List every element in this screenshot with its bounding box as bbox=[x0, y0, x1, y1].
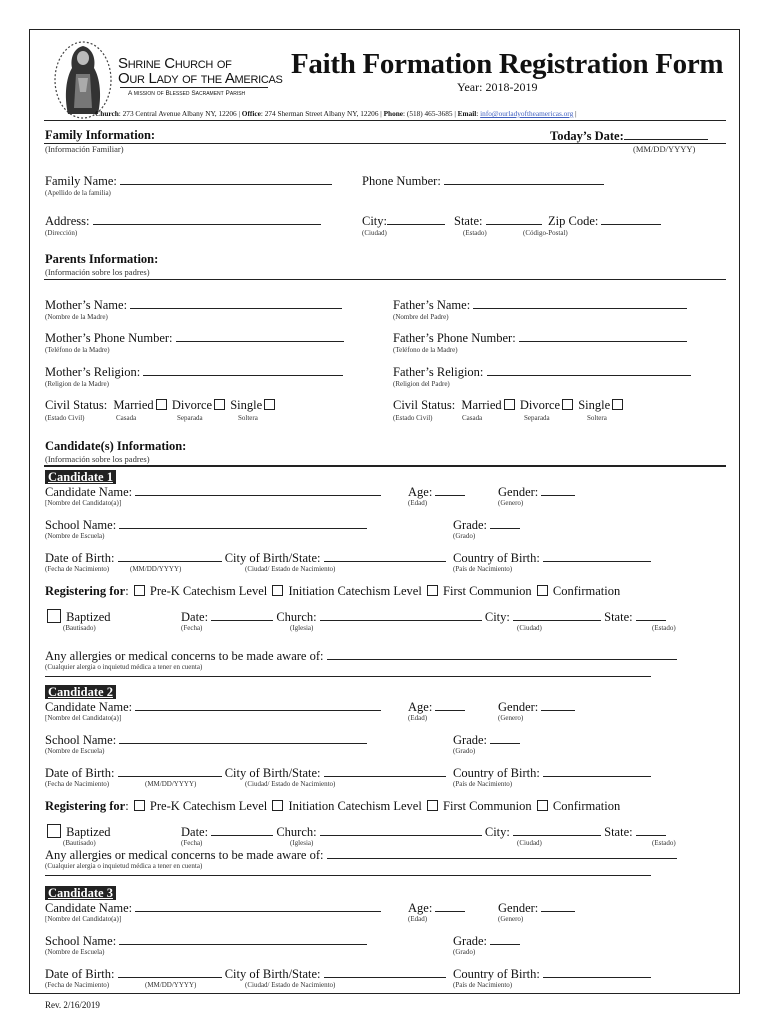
father-phone-field[interactable] bbox=[519, 330, 687, 342]
father-casada: Casada bbox=[462, 414, 483, 422]
family-name-row bbox=[45, 173, 332, 189]
mother-phone-label: Mother’s Phone Number: bbox=[45, 331, 173, 345]
mother-name-label: Mother’s Name: bbox=[45, 298, 128, 312]
zip-label: Zip Code: bbox=[548, 214, 599, 228]
candidate-3-dob-label: Date of Birth: bbox=[45, 967, 115, 981]
candidate-2-city-label: City: bbox=[484, 825, 510, 839]
candidate-2-dob-format: (MM/DD/YYYY) bbox=[145, 780, 197, 788]
candidate-1-gender-field[interactable] bbox=[541, 484, 575, 496]
state-field[interactable] bbox=[486, 213, 542, 225]
mother-civil-sub: (Estado Civil) bbox=[45, 414, 85, 422]
candidate-2-prek-label: Pre-K Catechism Level bbox=[149, 799, 268, 813]
candidate-3-school-field[interactable] bbox=[119, 933, 367, 945]
father-name-row bbox=[393, 297, 687, 313]
candidate-3-grade-sub: (Grado) bbox=[453, 948, 476, 956]
address-label: Address: bbox=[45, 214, 90, 228]
candidate-2-country-label: Country of Birth: bbox=[453, 766, 540, 780]
zip-row bbox=[548, 213, 661, 229]
candidate-2-gender-label: Gender: bbox=[498, 700, 539, 714]
candidate-3-grade-row bbox=[453, 933, 520, 949]
our-lady-image-icon bbox=[52, 38, 114, 120]
church-name-line2: Our Lady of the Americas bbox=[118, 70, 283, 87]
candidate-2-registering-colon: : bbox=[125, 799, 129, 813]
candidate-3-age-label: Age: bbox=[408, 901, 433, 915]
family-heading-sub: (Información Familiar) bbox=[45, 144, 124, 154]
candidate-1-dob-field[interactable] bbox=[118, 550, 222, 562]
church-subtitle: A mission of Blessed Sacrament Parish bbox=[128, 90, 246, 97]
candidate-2-confirmation-label: Confirmation bbox=[552, 799, 621, 813]
mother-separada: Separada bbox=[177, 414, 203, 422]
candidate-3-gender-label: Gender: bbox=[498, 901, 539, 915]
candidate-1-registering-label: Registering for bbox=[45, 584, 126, 598]
candidate-3-name-row bbox=[45, 900, 381, 916]
candidate-1-date-row bbox=[181, 609, 666, 625]
candidate-3-country-row bbox=[453, 966, 651, 982]
church-name bbox=[118, 56, 283, 86]
candidate-3-name-sub: [Nombre del Candidato(a)] bbox=[45, 915, 122, 923]
candidate-3-gender-field[interactable] bbox=[541, 900, 575, 912]
father-divorce-checkbox[interactable] bbox=[562, 399, 573, 410]
candidate-1-school-row bbox=[45, 517, 367, 533]
father-name-label: Father’s Name: bbox=[393, 298, 471, 312]
candidate-1-allergies-label: Any allergies or medical concerns to be made aware of: bbox=[45, 649, 324, 663]
father-name-field[interactable] bbox=[473, 297, 687, 309]
candidate-1-allergies-field[interactable] bbox=[327, 648, 677, 660]
contact-office-label: Office bbox=[241, 109, 261, 118]
candidate-1-age-label: Age: bbox=[408, 485, 433, 499]
candidate-2-baptized-label: Baptized bbox=[66, 825, 111, 839]
candidate-2-name-field[interactable] bbox=[135, 699, 381, 711]
parents-heading-sub: (Información sobre los padres) bbox=[45, 267, 150, 277]
candidate-2-confirmation-checkbox[interactable] bbox=[537, 800, 548, 811]
candidate-2-allergies-label: Any allergies or medical concerns to be made aware of: bbox=[45, 848, 324, 862]
candidate-2-baptized-row bbox=[45, 824, 111, 840]
mother-name-row bbox=[45, 297, 342, 313]
city-row bbox=[362, 213, 445, 229]
mother-name-field[interactable] bbox=[130, 297, 342, 309]
candidate-2-dob-field[interactable] bbox=[118, 765, 222, 777]
candidate-2-gender-sub: (Genero) bbox=[498, 714, 524, 722]
father-soltera: Soltera bbox=[587, 414, 607, 422]
father-single-checkbox[interactable] bbox=[612, 399, 623, 410]
candidate-3-dob-row bbox=[45, 966, 446, 982]
mother-religion-label: Mother’s Religion: bbox=[45, 365, 141, 379]
candidate-2-city-state-field[interactable] bbox=[324, 765, 446, 777]
phone-field[interactable] bbox=[444, 173, 604, 185]
candidate-2-dob-sub: (Fecha de Nacimiento) bbox=[45, 780, 110, 788]
father-religion-label: Father’s Religion: bbox=[393, 365, 484, 379]
candidate-1-church-sub: (Iglesia) bbox=[290, 624, 314, 632]
candidate-2-school-row bbox=[45, 732, 367, 748]
candidate-3-dob-field[interactable] bbox=[118, 966, 222, 978]
contact-church: : 273 Central Avenue Albany NY, 12206 | bbox=[118, 109, 240, 118]
mother-divorce-checkbox[interactable] bbox=[214, 399, 225, 410]
candidates-heading: Candidate(s) Information: bbox=[45, 439, 187, 453]
contact-phone-label: Phone bbox=[383, 109, 404, 118]
candidate-1-date-sub: (Fecha) bbox=[181, 624, 203, 632]
candidate-2-date-sub: (Fecha) bbox=[181, 839, 203, 847]
candidate-2-dob-label: Date of Birth: bbox=[45, 766, 115, 780]
candidate-2-age-row bbox=[408, 699, 465, 715]
candidate-2-registering-row bbox=[45, 799, 620, 814]
candidate-1-dob-sub: (Fecha de Nacimiento) bbox=[45, 565, 110, 573]
candidate-2-name-label: Candidate Name: bbox=[45, 700, 133, 714]
candidate-2-school-label: School Name: bbox=[45, 733, 117, 747]
address-sub: (Dirección) bbox=[45, 229, 78, 237]
candidates-rule bbox=[44, 465, 726, 467]
header-rule bbox=[44, 120, 726, 121]
candidate-1-age-sub: (Edad) bbox=[408, 499, 428, 507]
mother-single-checkbox[interactable] bbox=[264, 399, 275, 410]
candidate-1-city-state-label: City of Birth/State: bbox=[224, 551, 321, 565]
father-religion-field[interactable] bbox=[487, 364, 691, 376]
form-year: Year: 2018-2019 bbox=[457, 80, 538, 94]
candidate-2-allergies-field[interactable] bbox=[327, 847, 677, 859]
candidate-2-grade-label: Grade: bbox=[453, 733, 488, 747]
father-religion-sub: (Religion del Padre) bbox=[393, 380, 450, 388]
candidate-2-age-sub: (Edad) bbox=[408, 714, 428, 722]
candidate-1-heading: Candidate 1 bbox=[45, 470, 116, 484]
candidate-3-gender-sub: (Genero) bbox=[498, 915, 524, 923]
candidate-1-gender-sub: (Genero) bbox=[498, 499, 524, 507]
candidate-1-registering-colon: : bbox=[125, 584, 129, 598]
candidate-2-baptized-checkbox[interactable] bbox=[47, 824, 61, 838]
candidate-1-dob-format: (MM/DD/YYYY) bbox=[130, 565, 182, 573]
candidate-1-name-field[interactable] bbox=[135, 484, 381, 496]
candidate-1-confirmation-label: Confirmation bbox=[552, 584, 621, 598]
father-divorce-label: Divorce bbox=[519, 398, 561, 412]
candidate-1-prek-checkbox[interactable] bbox=[134, 585, 145, 596]
candidate-2-grade-row bbox=[453, 732, 520, 748]
contact-phone: : (518) 465-3685 | bbox=[403, 109, 456, 118]
state-sub: (Estado) bbox=[463, 229, 487, 237]
candidate-3-name-field[interactable] bbox=[135, 900, 381, 912]
family-name-sub: (Apellido de la familia) bbox=[45, 189, 111, 197]
mother-religion-row bbox=[45, 364, 343, 380]
church-name-line1: Shrine Church of bbox=[118, 55, 232, 72]
candidate-2-initiation-label: Initiation Catechism Level bbox=[288, 799, 422, 813]
mother-married-checkbox[interactable] bbox=[156, 399, 167, 410]
candidate-2-city-state-label: City of Birth/State: bbox=[224, 766, 321, 780]
candidate-3-country-sub: (País de Nacimiento) bbox=[453, 981, 513, 989]
candidate-2-city-field[interactable] bbox=[513, 824, 601, 836]
candidate-3-name-label: Candidate Name: bbox=[45, 901, 133, 915]
candidate-1-dob-row bbox=[45, 550, 446, 566]
candidate-1-allergies-extra-line[interactable] bbox=[45, 676, 651, 677]
mother-soltera: Soltera bbox=[238, 414, 258, 422]
candidate-3-heading: Candidate 3 bbox=[45, 886, 116, 900]
mother-phone-field[interactable] bbox=[176, 330, 344, 342]
father-phone-sub: (Teléfono de la Madre) bbox=[393, 346, 458, 354]
candidate-1-grade-field[interactable] bbox=[490, 517, 520, 529]
candidate-2-state-field[interactable] bbox=[636, 824, 666, 836]
father-single-label: Single bbox=[578, 398, 611, 412]
family-name-label: Family Name: bbox=[45, 174, 117, 188]
candidate-2-date-label: Date: bbox=[181, 825, 209, 839]
candidate-1-city-field[interactable] bbox=[513, 609, 601, 621]
candidate-2-initiation-checkbox[interactable] bbox=[272, 800, 283, 811]
candidate-1-state-field[interactable] bbox=[636, 609, 666, 621]
father-civil-status-row bbox=[393, 398, 625, 413]
candidate-1-church-field[interactable] bbox=[320, 609, 482, 621]
mother-religion-field[interactable] bbox=[143, 364, 343, 376]
candidate-2-state-sub: (Estado) bbox=[652, 839, 676, 847]
contact-line: Church: 273 Central Avenue Albany NY, 12206 | Office: 274 Sherman Street Albany NY, 12206 | Phone: (518) 465-3685 | Email: info@ourladyoftheamericas.org | bbox=[95, 109, 577, 118]
city-field[interactable] bbox=[387, 213, 445, 225]
candidate-1-school-sub: (Nombre de Escuela) bbox=[45, 532, 105, 540]
candidate-1-church-label: Church: bbox=[276, 610, 317, 624]
candidate-1-baptized-sub: (Bautisado) bbox=[63, 624, 96, 632]
father-civil-label: Civil Status: bbox=[393, 398, 456, 412]
candidate-1-age-row bbox=[408, 484, 465, 500]
candidate-3-school-row bbox=[45, 933, 367, 949]
parents-rule bbox=[44, 279, 726, 280]
candidate-1-name-sub: [Nombre del Candidato(a)] bbox=[45, 499, 122, 507]
candidate-2-allergies-extra-line[interactable] bbox=[45, 875, 651, 876]
candidate-3-gender-row bbox=[498, 900, 575, 916]
candidate-2-grade-sub: (Grado) bbox=[453, 747, 476, 755]
mother-divorce-label: Divorce bbox=[171, 398, 213, 412]
candidate-2-date-field[interactable] bbox=[211, 824, 273, 836]
candidate-2-country-sub: (País de Nacimiento) bbox=[453, 780, 513, 788]
state-row bbox=[454, 213, 542, 229]
candidate-2-name-sub: [Nombre del Candidato(a)] bbox=[45, 714, 122, 722]
candidate-1-country-label: Country of Birth: bbox=[453, 551, 540, 565]
candidate-3-school-sub: (Nombre de Escuela) bbox=[45, 948, 105, 956]
candidate-1-school-field[interactable] bbox=[119, 517, 367, 529]
father-phone-row bbox=[393, 330, 687, 346]
candidate-1-confirmation-checkbox[interactable] bbox=[537, 585, 548, 596]
candidate-2-heading: Candidate 2 bbox=[45, 685, 116, 699]
candidate-1-age-field[interactable] bbox=[435, 484, 465, 496]
candidate-3-city-state-sub: (Ciudad/ Estado de Nacimiento) bbox=[245, 981, 336, 989]
candidate-2-church-field[interactable] bbox=[320, 824, 482, 836]
candidate-1-communion-label: First Communion bbox=[443, 584, 532, 598]
candidate-2-communion-checkbox[interactable] bbox=[427, 800, 438, 811]
candidate-2-allergies-row bbox=[45, 847, 677, 863]
candidate-3-school-label: School Name: bbox=[45, 934, 117, 948]
father-separada: Separada bbox=[524, 414, 550, 422]
candidate-1-date-label: Date: bbox=[181, 610, 209, 624]
candidate-2-allergies-sub: (Cualquier alergia o inquietud médica a tener en cuenta) bbox=[45, 862, 203, 870]
address-row bbox=[45, 213, 321, 229]
today-date-text: Today’s Date: bbox=[550, 129, 624, 143]
candidate-2-prek-checkbox[interactable] bbox=[134, 800, 145, 811]
mother-married-label: Married bbox=[113, 398, 154, 412]
contact-end: | bbox=[575, 109, 577, 118]
candidate-3-city-state-field[interactable] bbox=[324, 966, 446, 978]
logo-rule bbox=[120, 87, 268, 88]
family-name-field[interactable] bbox=[120, 173, 332, 185]
candidate-2-age-field[interactable] bbox=[435, 699, 465, 711]
candidate-1-registering-row bbox=[45, 584, 620, 599]
mother-name-sub: (Nombre de la Madre) bbox=[45, 313, 108, 321]
contact-office: : 274 Sherman Street Albany NY, 12206 | bbox=[260, 109, 382, 118]
candidate-1-dob-label: Date of Birth: bbox=[45, 551, 115, 565]
candidate-3-country-label: Country of Birth: bbox=[453, 967, 540, 981]
candidate-2-church-label: Church: bbox=[276, 825, 317, 839]
candidate-1-city-state-field[interactable] bbox=[324, 550, 446, 562]
candidate-3-dob-format: (MM/DD/YYYY) bbox=[145, 981, 197, 989]
candidate-1-state-sub: (Estado) bbox=[652, 624, 676, 632]
candidate-2-country-row bbox=[453, 765, 651, 781]
mother-casada: Casada bbox=[116, 414, 137, 422]
revision-date: Rev. 2/16/2019 bbox=[45, 1000, 100, 1010]
candidate-1-gender-row bbox=[498, 484, 575, 500]
mother-phone-sub: (Teléfono de la Madre) bbox=[45, 346, 110, 354]
candidate-1-city-state-sub: (Ciudad/ Estado de Nacimiento) bbox=[245, 565, 336, 573]
candidate-1-initiation-checkbox[interactable] bbox=[272, 585, 283, 596]
family-heading: Family Information: bbox=[45, 128, 156, 142]
phone-row bbox=[362, 173, 604, 189]
candidate-2-school-sub: (Nombre de Escuela) bbox=[45, 747, 105, 755]
candidates-heading-sub: (Información sobre los padres) bbox=[45, 454, 150, 464]
mother-single-label: Single bbox=[230, 398, 263, 412]
candidate-2-church-sub: (Iglesia) bbox=[290, 839, 314, 847]
mother-civil-label: Civil Status: bbox=[45, 398, 108, 412]
candidate-1-country-field[interactable] bbox=[543, 550, 651, 562]
candidate-1-city-sub: (Ciudad) bbox=[517, 624, 542, 632]
candidate-3-grade-field[interactable] bbox=[490, 933, 520, 945]
candidate-1-name-label: Candidate Name: bbox=[45, 485, 133, 499]
candidate-1-baptized-label: Baptized bbox=[66, 610, 111, 624]
candidate-1-school-label: School Name: bbox=[45, 518, 117, 532]
candidate-1-grade-label: Grade: bbox=[453, 518, 488, 532]
candidate-3-city-state-label: City of Birth/State: bbox=[224, 967, 321, 981]
contact-email-link[interactable]: info@ourladyoftheamericas.org bbox=[480, 109, 574, 118]
candidate-1-baptized-row bbox=[45, 609, 111, 625]
candidate-2-gender-row bbox=[498, 699, 575, 715]
city-sub: (Ciudad) bbox=[362, 229, 387, 237]
address-field[interactable] bbox=[93, 213, 321, 225]
today-date-label bbox=[550, 128, 708, 144]
phone-label: Phone Number: bbox=[362, 174, 441, 188]
candidate-2-communion-label: First Communion bbox=[443, 799, 532, 813]
candidate-1-country-sub: (País de Nacimiento) bbox=[453, 565, 513, 573]
father-name-sub: (Nombre del Padre) bbox=[393, 313, 449, 321]
candidate-1-initiation-label: Initiation Catechism Level bbox=[288, 584, 422, 598]
candidate-2-grade-field[interactable] bbox=[490, 732, 520, 744]
candidate-1-state-label: State: bbox=[604, 610, 633, 624]
father-married-label: Married bbox=[461, 398, 502, 412]
family-rule bbox=[44, 143, 726, 144]
father-religion-row bbox=[393, 364, 691, 380]
parents-heading: Parents Information: bbox=[45, 252, 159, 266]
zip-sub: (Código-Postal) bbox=[523, 229, 568, 237]
candidate-1-allergies-row bbox=[45, 648, 677, 664]
candidate-2-age-label: Age: bbox=[408, 700, 433, 714]
candidate-3-grade-label: Grade: bbox=[453, 934, 488, 948]
candidate-2-dob-row bbox=[45, 765, 446, 781]
today-date-format: (MM/DD/YYYY) bbox=[633, 144, 696, 154]
candidate-3-country-field[interactable] bbox=[543, 966, 651, 978]
candidate-2-registering-label: Registering for bbox=[45, 799, 126, 813]
candidate-2-gender-field[interactable] bbox=[541, 699, 575, 711]
father-civil-sub: (Estado Civil) bbox=[393, 414, 433, 422]
candidate-1-city-label: City: bbox=[484, 610, 510, 624]
mother-civil-status-row bbox=[45, 398, 277, 413]
candidate-2-school-field[interactable] bbox=[119, 732, 367, 744]
candidate-2-city-state-sub: (Ciudad/ Estado de Nacimiento) bbox=[245, 780, 336, 788]
candidate-1-gender-label: Gender: bbox=[498, 485, 539, 499]
candidate-1-grade-row bbox=[453, 517, 520, 533]
candidate-1-prek-label: Pre-K Catechism Level bbox=[149, 584, 268, 598]
candidate-1-grade-sub: (Grado) bbox=[453, 532, 476, 540]
state-label: State: bbox=[454, 214, 483, 228]
candidate-3-age-sub: (Edad) bbox=[408, 915, 428, 923]
candidate-2-name-row bbox=[45, 699, 381, 715]
candidate-2-country-field[interactable] bbox=[543, 765, 651, 777]
contact-email-label: Email bbox=[457, 109, 477, 118]
candidate-1-date-field[interactable] bbox=[211, 609, 273, 621]
contact-church-label: Church bbox=[95, 109, 119, 118]
candidate-1-country-row bbox=[453, 550, 651, 566]
candidate-2-date-row bbox=[181, 824, 666, 840]
candidate-1-communion-checkbox[interactable] bbox=[427, 585, 438, 596]
zip-field[interactable] bbox=[601, 213, 661, 225]
city-label: City: bbox=[362, 214, 388, 228]
mother-religion-sub: (Religion de la Madre) bbox=[45, 380, 109, 388]
form-title: Faith Formation Registration Form bbox=[291, 48, 724, 80]
candidate-1-baptized-checkbox[interactable] bbox=[47, 609, 61, 623]
mother-phone-row bbox=[45, 330, 344, 346]
candidate-1-allergies-sub: (Cualquier alergia o inquietud médica a tener en cuenta) bbox=[45, 663, 203, 671]
father-married-checkbox[interactable] bbox=[504, 399, 515, 410]
father-phone-label: Father’s Phone Number: bbox=[393, 331, 516, 345]
candidate-3-age-row bbox=[408, 900, 465, 916]
candidate-1-name-row bbox=[45, 484, 381, 500]
candidate-2-city-sub: (Ciudad) bbox=[517, 839, 542, 847]
candidate-2-state-label: State: bbox=[604, 825, 633, 839]
candidate-2-baptized-sub: (Bautisado) bbox=[63, 839, 96, 847]
candidate-3-dob-sub: (Fecha de Nacimiento) bbox=[45, 981, 110, 989]
today-date-field[interactable] bbox=[624, 128, 708, 140]
candidate-3-age-field[interactable] bbox=[435, 900, 465, 912]
